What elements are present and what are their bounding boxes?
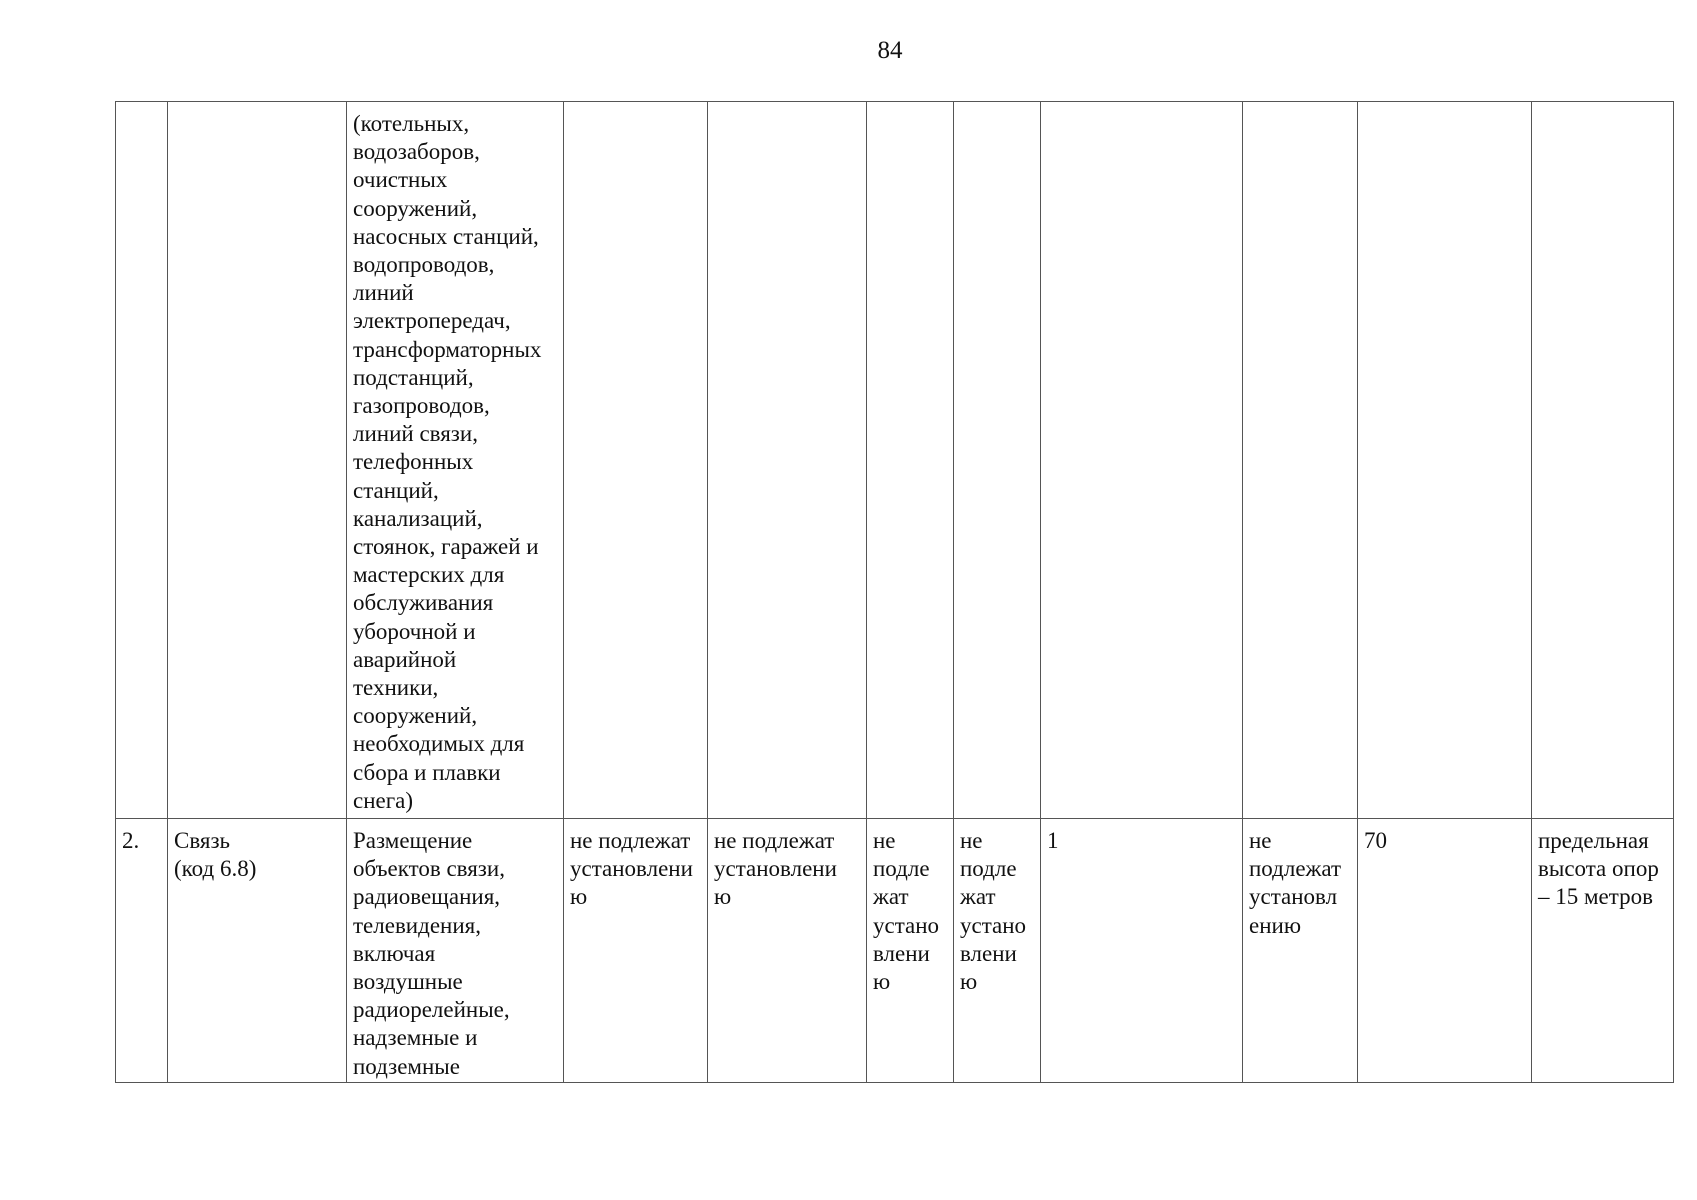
table-cell [1532,102,1674,819]
cell-text: не подлежат установл ению [1249,828,1342,938]
table-cell [1358,819,1532,1083]
table-cell [564,819,708,1083]
cell-text: 1 [1047,828,1059,853]
table-cell [1243,819,1358,1083]
table-row [116,819,1674,1083]
table-cell [867,102,954,819]
cell-text: не подлежат установлени ю [714,828,837,910]
cell-text: Размещение объектов связи, радиовещания, телевидения, включая воздушные радиорелейные, надземные и подземные [353,828,510,1079]
cell-text: Связь (код 6.8) [174,828,257,882]
cell-text: предельная высота опор – 15 метров [1538,828,1659,910]
table-cell [1041,102,1243,819]
table-cell [1358,102,1532,819]
table-cell [867,819,954,1083]
land-use-type-cell [168,819,347,1083]
table-cell [954,819,1041,1083]
table-cell [564,102,708,819]
cell-text: 70 [1364,828,1387,853]
description-cell [347,819,564,1083]
page-number: 84 [877,37,903,64]
table-cell [116,102,168,819]
table-cell [954,102,1041,819]
table-row [116,102,1674,819]
table-cell [1243,102,1358,819]
table-cell [708,102,867,819]
table-cell [347,102,564,819]
table-cell [168,102,347,819]
cell-text: не подле жат устано влени ю [960,828,1027,995]
cell-text: не подле жат устано влени ю [873,828,940,995]
cell-text: (котельных, водозаборов, очистных сооружений, насосных станций, водопроводов, линий электропередач, трансформаторных подстанций, газопроводов, линий связи, телефонных станций, канализаций, стоянок, гаражей и мастерских для обслуживания уборочной и аварийной техники, сооружений, необходимых для сбора и плавки снега) [353,111,542,813]
cell-text: не подлежат установлени ю [570,828,693,910]
regulations-table [115,101,1674,1083]
row-number-cell [116,819,168,1083]
table-cell [1041,819,1243,1083]
table-cell [708,819,867,1083]
cell-text: 2. [122,828,140,853]
table-cell [1532,819,1674,1083]
